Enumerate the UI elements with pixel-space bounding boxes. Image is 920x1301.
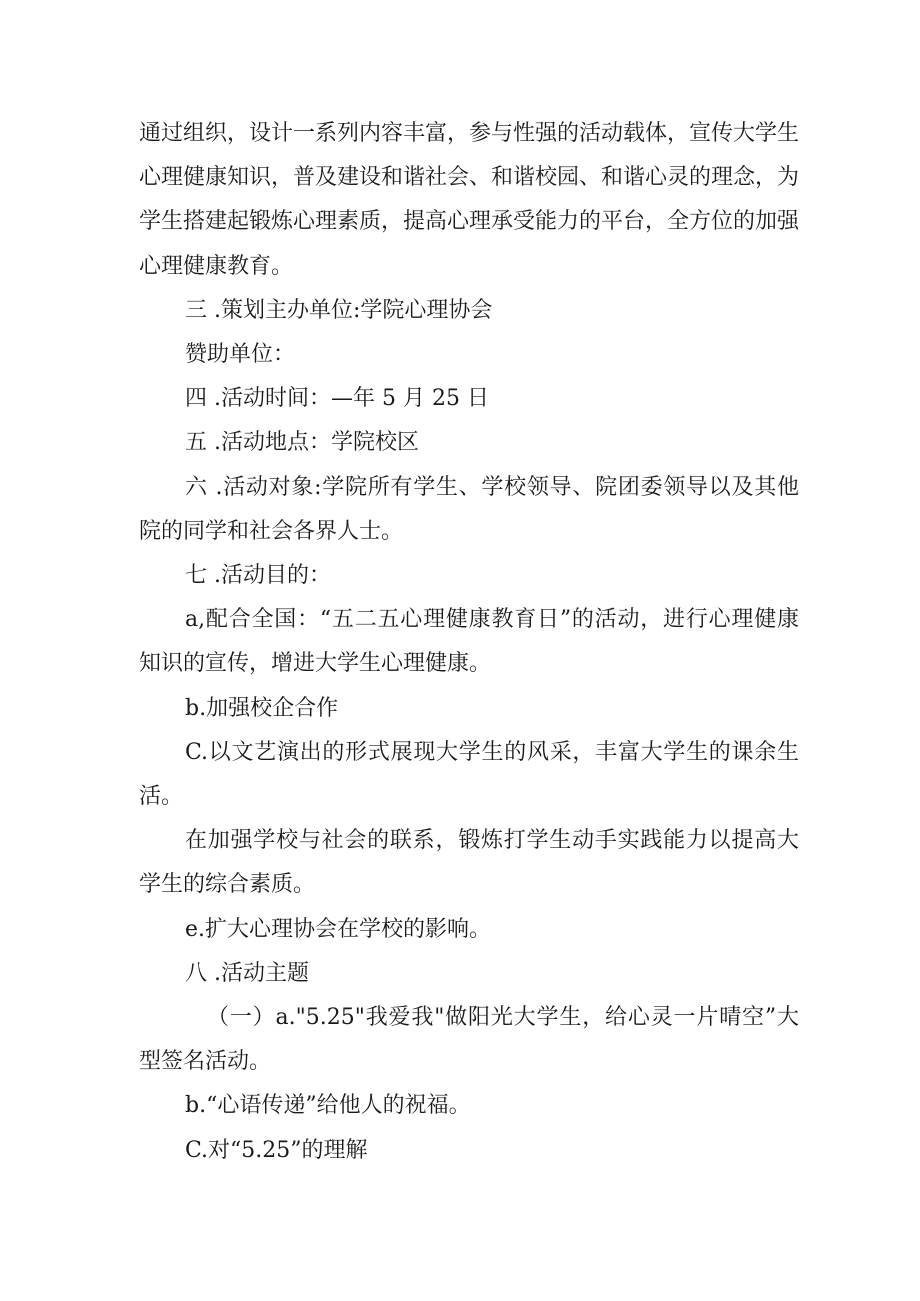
paragraph-theme-a: （一）a."5.25"我爱我"做阳光大学生，给心灵一片晴空”大型签名活动。 bbox=[139, 1005, 799, 1075]
paragraph-time: 四 .活动时间：—年 5 月 25 日 bbox=[185, 386, 489, 412]
paragraph-audience: 六 .活动对象:学院所有学生、学校领导、院团委领导以及其他院的同学和社会各界人士。 bbox=[139, 474, 799, 544]
paragraph-purpose-heading: 七 .活动目的： bbox=[185, 563, 331, 589]
paragraph-organizer: 三 .策划主办单位:学院心理协会 bbox=[185, 297, 493, 323]
paragraph-theme-c: C.对“5.25”的理解 bbox=[185, 1137, 368, 1163]
paragraph-purpose-a: a,配合全国：“五二五心理健康教育日”的活动，进行心理健康知识的宣传，增进大学生心理健康。 bbox=[139, 607, 799, 677]
paragraph-purpose-d: 在加强学校与社会的联系，锻炼打学生动手实践能力以提高大学生的综合素质。 bbox=[139, 828, 799, 898]
document-body bbox=[139, 112, 799, 1173]
paragraph-theme-b: b.“心语传递”给他人的祝福。 bbox=[185, 1093, 471, 1119]
paragraph-theme-heading: 八 .活动主题 bbox=[185, 960, 309, 986]
paragraph-intro: 通过组织，设计一系列内容丰富，参与性强的活动载体，宣传大学生心理健康知识，普及建设和谐社会、和谐校园、和谐心灵的理念，为学生搭建起锻炼心理素质，提高心理承受能力的平台，全方位的加强心理健康教育。 bbox=[139, 121, 800, 279]
paragraph-purpose-e: e.扩大心理协会在学校的影响。 bbox=[185, 916, 492, 942]
paragraph-sponsor: 赞助单位： bbox=[185, 342, 296, 368]
paragraph-purpose-c: C.以文艺演出的形式展现大学生的风采，丰富大学生的课余生活。 bbox=[139, 739, 799, 810]
paragraph-location: 五 .活动地点：学院校区 bbox=[185, 430, 419, 456]
paragraph-purpose-b: b.加强校企合作 bbox=[185, 695, 339, 721]
